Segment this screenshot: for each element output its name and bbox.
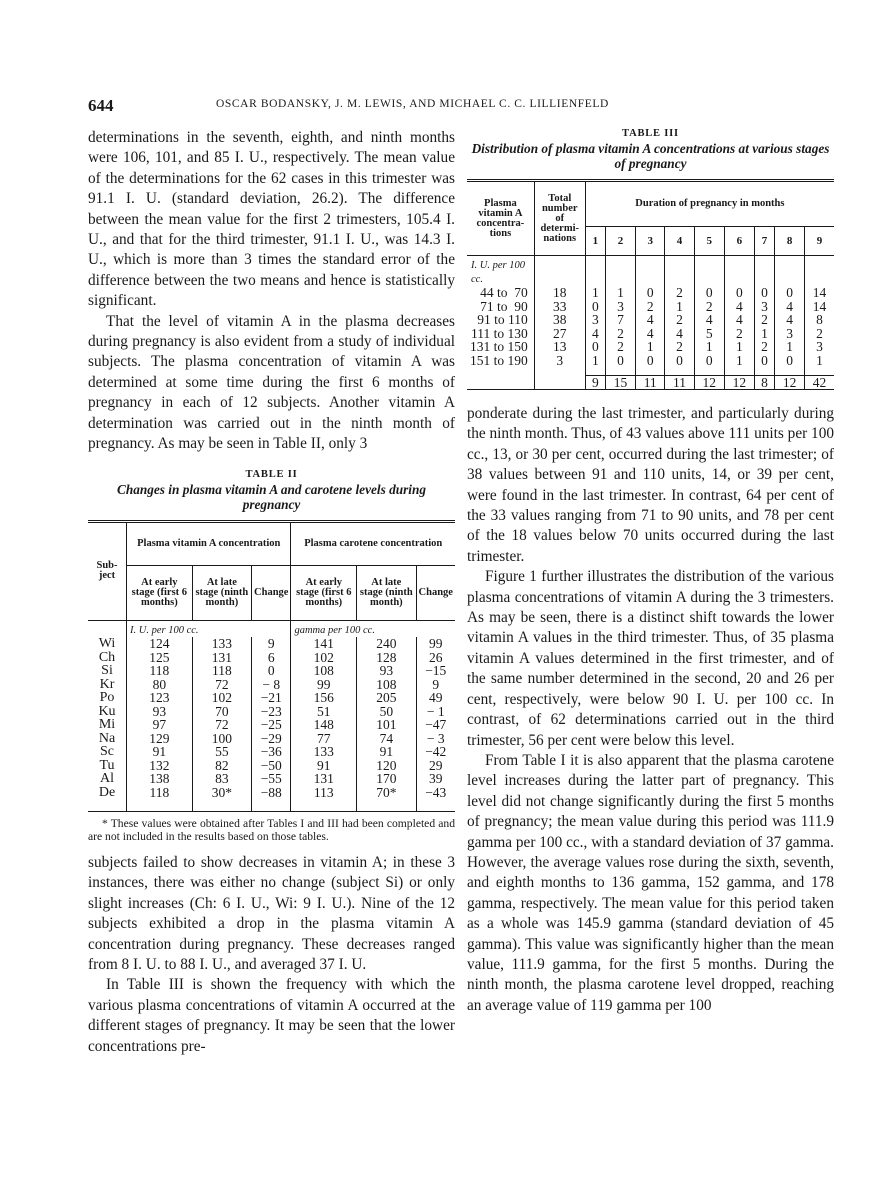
month-count-cell: 0 <box>754 286 774 300</box>
month-count-cell: 3 <box>605 300 635 314</box>
va-late-cell: 30* <box>192 786 251 800</box>
subject-cell: Ch <box>88 651 127 665</box>
car-late-cell: 70* <box>357 786 416 800</box>
va-late-cell: 118 <box>192 664 251 678</box>
table-row <box>467 354 834 368</box>
car-late-cell: 128 <box>357 651 416 665</box>
col-header-month: 1 <box>585 227 605 256</box>
col-header-va-late: At late stage (ninth month) <box>192 565 251 620</box>
table-row <box>467 313 834 327</box>
car-change-cell: 99 <box>429 636 443 651</box>
month-count-cell: 4 <box>724 313 754 327</box>
va-early-cell: 132 <box>127 759 193 773</box>
subject-cell: De <box>88 786 127 800</box>
table-row <box>88 718 455 732</box>
paragraph: In Table III is shown the frequency with which the various plasma concentrations of vitamin A occurred at the different stages of pregnancy. It may be seen that the lower concentrations pre- <box>88 976 455 1055</box>
car-late-cell: 74 <box>357 732 416 746</box>
table-row <box>88 664 455 678</box>
month-count-cell: 1 <box>694 340 724 354</box>
car-change-cell: 39 <box>429 771 443 786</box>
table-row <box>88 637 455 651</box>
car-change-cell: 49 <box>429 690 443 705</box>
car-change-cell: −47 <box>425 717 447 732</box>
month-count-cell: 8 <box>816 312 823 327</box>
paragraph: Figure 1 further illustrates the distribution of the various plasma concentrations of vitamin A during the 3 trimesters. As may be seen, there is a distinct shift towards the lower vitamin A values in the third trimester. Thus, of 35 plasma vitamin A values determined in the first trimester, and of the same number determined in the second, 20 and 26 per cent, respectively, were below 90 I. U. per 100 cc. In contrast, of 62 determinations carried out in the third trimester, 56 per cent were below this level. <box>467 568 834 749</box>
car-late-cell: 120 <box>357 759 416 773</box>
left-column <box>88 128 455 1057</box>
month-count-cell: 14 <box>812 298 827 314</box>
month-count-cell: 4 <box>775 313 805 327</box>
va-change-cell: −29 <box>252 732 291 746</box>
unit-label-carotene: gamma per 100 cc. <box>294 624 375 636</box>
col-header-va-change: Change <box>252 565 291 620</box>
col-header-month: 6 <box>724 227 754 256</box>
col-header-va-early: At early stage (first 6 months) <box>127 565 193 620</box>
right-column <box>467 128 834 1016</box>
table-row <box>88 705 455 719</box>
car-early-cell: 133 <box>291 745 357 759</box>
va-change-cell: 9 <box>252 637 291 651</box>
paragraph: determinations in the seventh, eighth, and ninth months were 106, 101, and 85 I. U., respectively. The mean value of the determinations for the 62 cases in this trimester was 91.1 I. U. (standard deviation, 26.2). The difference between the mean value for the first 2 trimesters, 105.4 I. U., and that for the third trimester, 91.1 I. U., was 14.3 I. U., which is more than 3 times the standard error of the difference between the two means and hence is statistically significant. <box>88 129 455 310</box>
month-count-cell: 5 <box>694 327 724 341</box>
col-header-total: Total number of determi-nations <box>534 181 585 256</box>
totals-row <box>467 375 834 390</box>
month-count-cell: 0 <box>775 354 805 368</box>
running-head: OSCAR BODANSKY, J. M. LEWIS, AND MICHAEL C. C. LILLIENFELD <box>216 98 609 110</box>
car-change-cell: − 3 <box>426 730 445 746</box>
total-cell: 18 <box>534 286 585 300</box>
month-count-cell: 2 <box>605 340 635 354</box>
va-change-cell: 6 <box>252 651 291 665</box>
range-cell: 71 to 90 <box>467 300 534 314</box>
month-total-cell: 42 <box>805 375 834 390</box>
month-count-cell: 1 <box>754 327 774 341</box>
car-early-cell: 51 <box>291 705 357 719</box>
range-cell: 44 to 70 <box>467 286 534 300</box>
range-cell: 91 to 110 <box>467 313 534 327</box>
va-change-cell: −55 <box>252 772 291 786</box>
month-count-cell: 1 <box>724 354 754 368</box>
subject-cell: Tu <box>88 759 127 773</box>
unit-label: I. U. per 100 cc. <box>467 256 534 287</box>
col-header-month: 9 <box>805 227 834 256</box>
table-row <box>467 286 834 300</box>
total-cell: 27 <box>534 327 585 341</box>
car-early-cell: 91 <box>291 759 357 773</box>
month-count-cell: 1 <box>724 340 754 354</box>
table-row <box>88 772 455 786</box>
month-total-cell: 15 <box>605 375 635 390</box>
car-change-cell: 26 <box>429 649 443 665</box>
subject-cell: Kr <box>88 678 127 692</box>
month-total-cell: 12 <box>724 375 754 390</box>
unit-label-vitamin-a: I. U. per 100 cc. <box>130 624 199 636</box>
car-early-cell: 77 <box>291 732 357 746</box>
va-change-cell: − 8 <box>252 678 291 692</box>
col-header-month: 2 <box>605 227 635 256</box>
table-row <box>467 340 834 354</box>
month-total-cell: 12 <box>775 375 805 390</box>
va-late-cell: 70 <box>192 705 251 719</box>
month-count-cell: 2 <box>754 313 774 327</box>
month-count-cell: 1 <box>585 286 605 300</box>
car-early-cell: 113 <box>291 786 357 800</box>
month-count-cell: 2 <box>694 300 724 314</box>
car-early-cell: 156 <box>291 691 357 705</box>
table-row <box>467 300 834 314</box>
table-3 <box>467 128 834 390</box>
subject-cell: Na <box>88 732 127 746</box>
car-late-cell: 93 <box>357 664 416 678</box>
car-late-cell: 91 <box>357 745 416 759</box>
va-late-cell: 82 <box>192 759 251 773</box>
va-early-cell: 125 <box>127 651 193 665</box>
month-count-cell: 4 <box>694 313 724 327</box>
va-early-cell: 93 <box>127 705 193 719</box>
car-change-cell: −42 <box>425 744 447 759</box>
subject-cell: Al <box>88 772 127 786</box>
month-count-cell: 4 <box>665 327 694 341</box>
month-count-cell: 3 <box>585 313 605 327</box>
month-count-cell: 2 <box>754 340 774 354</box>
table-3-grid <box>467 179 834 390</box>
month-count-cell: 4 <box>585 327 605 341</box>
car-change-cell: 9 <box>432 676 440 692</box>
month-count-cell: 0 <box>775 286 805 300</box>
col-header-car-change: Change <box>416 565 455 620</box>
subject-cell: Wi <box>88 637 127 651</box>
car-early-cell: 108 <box>291 664 357 678</box>
va-late-cell: 72 <box>192 718 251 732</box>
car-change-cell: 29 <box>429 757 443 773</box>
month-count-cell: 0 <box>694 286 724 300</box>
va-change-cell: −50 <box>252 759 291 773</box>
col-header-concentration: Plasma vitamin A concentra-tions <box>467 181 534 256</box>
va-early-cell: 91 <box>127 745 193 759</box>
month-count-cell: 2 <box>665 286 694 300</box>
table-row <box>88 745 455 759</box>
va-early-cell: 124 <box>127 637 193 651</box>
month-count-cell: 0 <box>585 300 605 314</box>
month-count-cell: 0 <box>694 354 724 368</box>
table-row <box>88 786 455 800</box>
paragraph: From Table I it is also apparent that the plasma carotene level increases during the latter part of pregnancy. This level did not change significantly during the first 5 months of pregnancy; the mean value during this period was 111.9 gamma per 100 cc., with a standard deviation of 37 gamma. However, the average values rose during the sixth, seventh, and eighth months to 136 gamma, 152 gamma, and 178 gamma, respectively. The mean value for this period taken as a whole was 145.9 gamma (standard deviation of 45 gamma). This value was significantly higher than the mean value, 111.9 gamma, for the first 5 months. During the ninth month, the plasma carotene level dropped, reaching an average value of 119 gamma per 100 <box>467 751 834 1014</box>
car-late-cell: 205 <box>357 691 416 705</box>
car-late-cell: 50 <box>357 705 416 719</box>
month-count-cell: 0 <box>724 286 754 300</box>
range-cell: 151 to 190 <box>467 354 534 368</box>
car-early-cell: 99 <box>291 678 357 692</box>
month-count-cell: 1 <box>585 354 605 368</box>
car-early-cell: 102 <box>291 651 357 665</box>
month-count-cell: 4 <box>724 300 754 314</box>
month-total-cell: 12 <box>694 375 724 390</box>
col-header-month: 5 <box>694 227 724 256</box>
table-row <box>88 759 455 773</box>
month-count-cell: 2 <box>605 327 635 341</box>
month-count-cell: 1 <box>816 352 823 368</box>
total-cell: 3 <box>534 354 585 368</box>
va-early-cell: 129 <box>127 732 193 746</box>
month-count-cell: 1 <box>636 340 665 354</box>
car-change-cell: − 1 <box>426 703 445 719</box>
va-change-cell: −88 <box>252 786 291 800</box>
col-header-month: 8 <box>775 227 805 256</box>
month-total-cell: 8 <box>754 375 774 390</box>
va-early-cell: 97 <box>127 718 193 732</box>
month-total-cell: 9 <box>585 375 605 390</box>
month-count-cell: 0 <box>754 354 774 368</box>
table-row <box>88 691 455 705</box>
month-count-cell: 7 <box>605 313 635 327</box>
va-late-cell: 72 <box>192 678 251 692</box>
table-caption: Distribution of plasma vitamin A concentrations at various stages of pregnancy <box>471 141 830 171</box>
va-late-cell: 83 <box>192 772 251 786</box>
car-change-cell: −15 <box>425 663 447 678</box>
table-2-grid <box>88 520 455 813</box>
col-group-vitamin-a: Plasma vitamin A concentration <box>127 521 291 565</box>
va-change-cell: −23 <box>252 705 291 719</box>
month-count-cell: 2 <box>636 300 665 314</box>
va-change-cell: 0 <box>252 664 291 678</box>
subject-cell: Sc <box>88 745 127 759</box>
subject-cell: Mi <box>88 718 127 732</box>
col-group-carotene: Plasma carotene concentration <box>291 521 455 565</box>
table-label: TABLE II <box>245 468 298 480</box>
month-count-cell: 0 <box>605 354 635 368</box>
page-header <box>88 96 828 118</box>
month-count-cell: 14 <box>812 285 827 300</box>
month-count-cell: 2 <box>724 327 754 341</box>
range-cell: 131 to 150 <box>467 340 534 354</box>
col-header-car-late: At late stage (ninth month) <box>357 565 416 620</box>
table-2 <box>88 469 455 844</box>
month-total-cell: 11 <box>665 375 694 390</box>
month-count-cell: 1 <box>775 340 805 354</box>
car-early-cell: 131 <box>291 772 357 786</box>
va-change-cell: −21 <box>252 691 291 705</box>
total-cell: 33 <box>534 300 585 314</box>
month-count-cell: 2 <box>665 313 694 327</box>
page-number: 644 <box>88 96 114 115</box>
car-change-cell: −43 <box>425 784 447 800</box>
month-count-cell: 2 <box>816 325 823 341</box>
month-count-cell: 0 <box>585 340 605 354</box>
col-header-month: 4 <box>665 227 694 256</box>
car-early-cell: 141 <box>291 637 357 651</box>
va-change-cell: −36 <box>252 745 291 759</box>
col-header-month: 7 <box>754 227 774 256</box>
car-late-cell: 101 <box>357 718 416 732</box>
subject-cell: Si <box>88 664 127 678</box>
table-row <box>88 732 455 746</box>
total-cell: 13 <box>534 340 585 354</box>
col-header-month: 3 <box>636 227 665 256</box>
car-early-cell: 148 <box>291 718 357 732</box>
total-cell: 38 <box>534 313 585 327</box>
month-count-cell: 0 <box>665 354 694 368</box>
month-count-cell: 0 <box>636 286 665 300</box>
range-cell: 111 to 130 <box>467 327 534 341</box>
paragraph: That the level of vitamin A in the plasma decreases during pregnancy is also evident from a study of individual subjects. The plasma concentration of vitamin A was determined at some time during the first 6 months of pregnancy in each of 12 subjects. Another vitamin A determination was carried out in the ninth month of pregnancy. As may be seen in Table II, only 3 <box>88 312 455 453</box>
month-count-cell: 1 <box>605 286 635 300</box>
va-early-cell: 123 <box>127 691 193 705</box>
va-late-cell: 102 <box>192 691 251 705</box>
month-total-cell: 11 <box>636 375 665 390</box>
va-early-cell: 118 <box>127 664 193 678</box>
va-late-cell: 100 <box>192 732 251 746</box>
paragraph: ponderate during the last trimester, and particularly during the ninth month. Thus, of 43 values above 111 units per 100 cc., 13, or 30 per cent, occurred during the last trimester; of 38 values between 91 and 110 units, 14, or 39 per cent, were found in the last trimester. In contrast, 64 per cent of the 33 values ranging from 71 to 90 units, and 78 per cent of the 18 values below 70 units occurred during the last trimester. <box>467 405 834 565</box>
col-header-car-early: At early stage (first 6 months) <box>291 565 357 620</box>
va-late-cell: 55 <box>192 745 251 759</box>
table-caption: Changes in plasma vitamin A and carotene levels during pregnancy <box>116 481 427 512</box>
table-footnote: * These values were obtained after Tables I and III had been completed and are not included in the results based on those tables. <box>88 817 455 843</box>
va-late-cell: 131 <box>192 651 251 665</box>
table-row <box>467 327 834 341</box>
month-count-cell: 3 <box>775 327 805 341</box>
car-late-cell: 240 <box>357 637 416 651</box>
va-early-cell: 118 <box>127 786 193 800</box>
table-row <box>88 651 455 665</box>
table-label: TABLE III <box>622 128 679 139</box>
va-change-cell: −25 <box>252 718 291 732</box>
month-count-cell: 2 <box>665 340 694 354</box>
car-late-cell: 170 <box>357 772 416 786</box>
col-group-duration: Duration of pregnancy in months <box>585 181 834 227</box>
month-count-cell: 0 <box>636 354 665 368</box>
car-late-cell: 108 <box>357 678 416 692</box>
va-early-cell: 80 <box>127 678 193 692</box>
month-count-cell: 1 <box>665 300 694 314</box>
va-early-cell: 138 <box>127 772 193 786</box>
paragraph: subjects failed to show decreases in vitamin A; in these 3 instances, there was either no change (subject Si) or only slight increases (Ch: 6 I. U., Wi: 9 I. U.). Nine of the 12 subjects exhibited a drop in the plasma vitamin A concentration during pregnancy. These decreases ranged from 8 I. U. to 88 I. U., and averaged 37 I. U. <box>88 854 455 974</box>
subject-cell: Ku <box>88 705 127 719</box>
va-late-cell: 133 <box>192 637 251 651</box>
table-row <box>88 678 455 692</box>
subject-cell: Po <box>88 691 127 705</box>
month-count-cell: 4 <box>636 313 665 327</box>
month-count-cell: 3 <box>754 300 774 314</box>
month-count-cell: 4 <box>775 300 805 314</box>
month-count-cell: 4 <box>636 327 665 341</box>
month-count-cell: 3 <box>816 339 823 354</box>
col-header-subject: Sub-ject <box>88 521 127 620</box>
